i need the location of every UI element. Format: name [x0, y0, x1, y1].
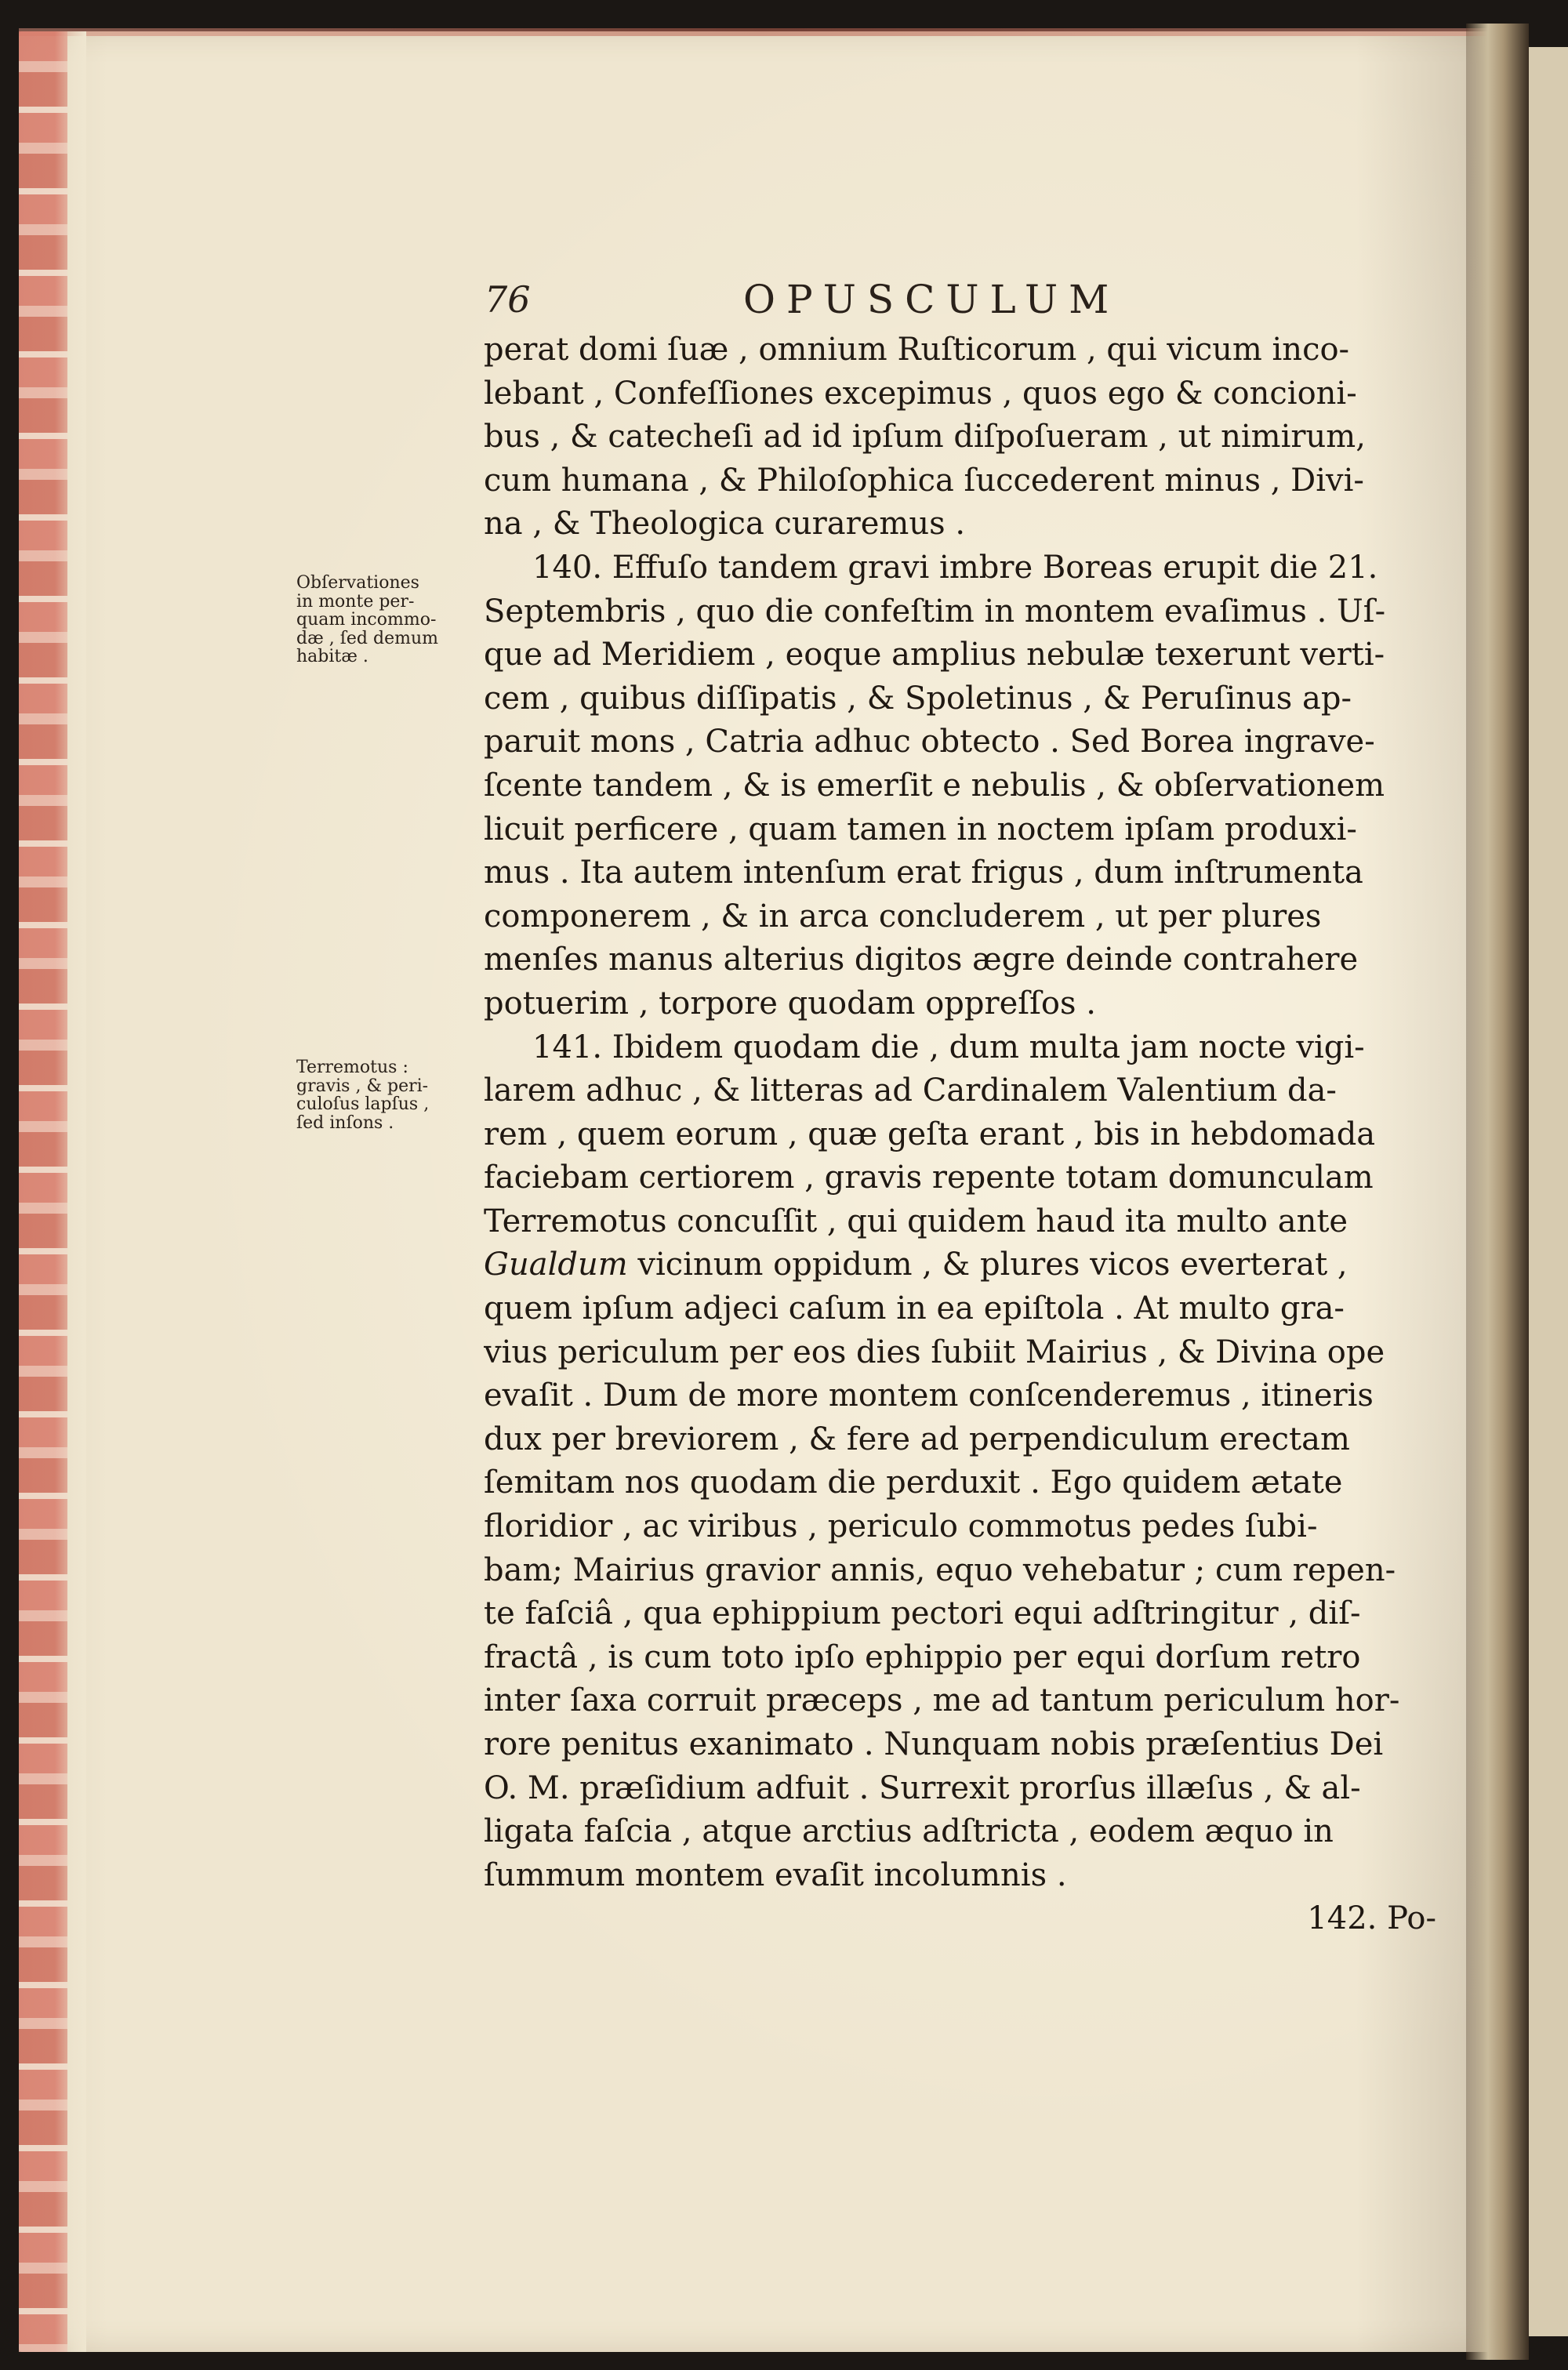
- book-gutter: [1466, 24, 1529, 2360]
- margin-note-line: ſed inſons .: [296, 1112, 394, 1133]
- text-line: [484, 1243, 1436, 1287]
- italic-place-name: Gualdum: [484, 1247, 628, 1283]
- margin-note-earthquake: [296, 1058, 478, 1132]
- page-number: 76: [485, 278, 531, 321]
- text-line: evaſit . Dum de more montem conſcenderemus , itineris: [484, 1377, 1374, 1414]
- text-line: faciebam certiorem , gravis repente totam domunculam: [484, 1160, 1374, 1196]
- margin-note-line: in monte per-: [296, 591, 415, 612]
- facing-page-edge: [1525, 47, 1568, 2336]
- text-line: quem ipſum adjeci caſum in ea epiſtola . At multo gra-: [484, 1290, 1345, 1327]
- margin-note-line: dæ , ſed demum: [296, 628, 438, 648]
- text-line: cum humana , & Philoſophica ſuccederent minus , Divi-: [484, 462, 1364, 499]
- margin-note-line: quam incommo-: [296, 610, 437, 630]
- text-line: bam; Mairius gravior annis, equo vehebatur ; cum repen-: [484, 1552, 1396, 1588]
- catchword: 142. Po-: [1307, 1900, 1436, 1937]
- text-line: perat domi ſuæ , omnium Ruſticorum , qui vicum inco-: [484, 332, 1350, 368]
- text-line: rem , quem eorum , quæ geſta erant , bis in hebdomada: [484, 1116, 1376, 1152]
- text-line: Terremotus concuſſit , qui quidem haud ita multo ante: [484, 1203, 1348, 1239]
- margin-note-line: habitæ .: [296, 647, 368, 666]
- text-line: potuerim , torpore quodam oppreſſos .: [484, 985, 1096, 1022]
- text-line: floridior , ac viribus , periculo commotus pedes ſubi-: [484, 1508, 1318, 1545]
- text-line: dux per breviorem , & fere ad perpendiculum erectam: [484, 1421, 1350, 1457]
- paragraph-140-start: 140. Effuſo tandem gravi imbre Boreas erupit die 21.: [532, 549, 1378, 586]
- text-line: paruit mons , Catria adhuc obtecto . Sed Borea ingrave-: [484, 724, 1375, 760]
- text-line: lebant , Confeſſiones excepimus , quos ego & concioni-: [484, 375, 1357, 412]
- body-text: [484, 328, 1436, 1941]
- text-line: O. M. præſidium adfuit . Surrexit prorſus illæſus , & al-: [484, 1769, 1361, 1806]
- margin-note-line: gravis , & peri-: [296, 1076, 429, 1096]
- text-line: que ad Meridiem , eoque amplius nebulæ texerunt verti-: [484, 637, 1385, 673]
- margin-note-line: Terremotus :: [296, 1058, 408, 1077]
- text-line: ligata faſcia , atque arctius adſtricta , eodem æquo in: [484, 1813, 1334, 1850]
- text-line: bus , & catecheſi ad id ipſum diſpoſueram , ut nimirum,: [484, 419, 1366, 455]
- text-line: fractâ , is cum toto ipſo ephippio per equi dorſum retro: [484, 1639, 1361, 1675]
- text-line: larem adhuc , & litteras ad Cardinalem Valentium da-: [484, 1072, 1337, 1109]
- page-top-edge: [19, 28, 1504, 36]
- text-line: Septembris , quo die confeſtim in montem evaſimus . Uſ-: [484, 593, 1386, 630]
- text-line: inter ſaxa corruit præceps , me ad tantum periculum hor-: [484, 1682, 1400, 1719]
- paragraph-141-start: 141. Ibidem quodam die , dum multa jam nocte vigi-: [532, 1029, 1365, 1065]
- text-line: licuit perficere , quam tamen in noctem ipſam produxi-: [484, 811, 1357, 847]
- margin-note-line: culoſus lapſus ,: [296, 1094, 430, 1114]
- text-line: rore penitus exanimato . Nunquam nobis præſentius Dei: [484, 1726, 1384, 1762]
- text-line: ſemitam nos quodam die perduxit . Ego quidem ætate: [484, 1464, 1343, 1501]
- text-fragment: vicinum oppidum , & plures vicos everterat ,: [627, 1247, 1348, 1283]
- text-line: te faſciâ , qua ephippium pectori equi adſtringitur , diſ-: [484, 1595, 1361, 1632]
- running-title: OPUSCULUM: [743, 277, 1120, 322]
- text-line: cem , quibus diſſipatis , & Spoletinus , & Peruſinus ap-: [484, 680, 1352, 717]
- text-line: vius periculum per eos dies ſubiit Mairius , & Divina ope: [484, 1334, 1385, 1370]
- text-line: mus . Ita autem intenſum erat frigus , dum inſtrumenta: [484, 855, 1363, 891]
- text-line: componerem , & in arca concluderem , ut per plures: [484, 898, 1322, 935]
- text-line: ſummum montem evaſit incolumnis .: [484, 1856, 1067, 1893]
- edge-fade: [55, 31, 86, 2352]
- running-header: [485, 278, 1425, 325]
- text-line: ſcente tandem , & is emerſit e nebulis , & obſervationem: [484, 767, 1385, 804]
- text-line: na , & Theologica curaremus .: [484, 506, 966, 543]
- text-line: menſes manus alterius digitos ægre deinde contrahere: [484, 942, 1359, 978]
- margin-note-line: Obſervationes: [296, 573, 419, 593]
- margin-note-observations: [296, 574, 478, 666]
